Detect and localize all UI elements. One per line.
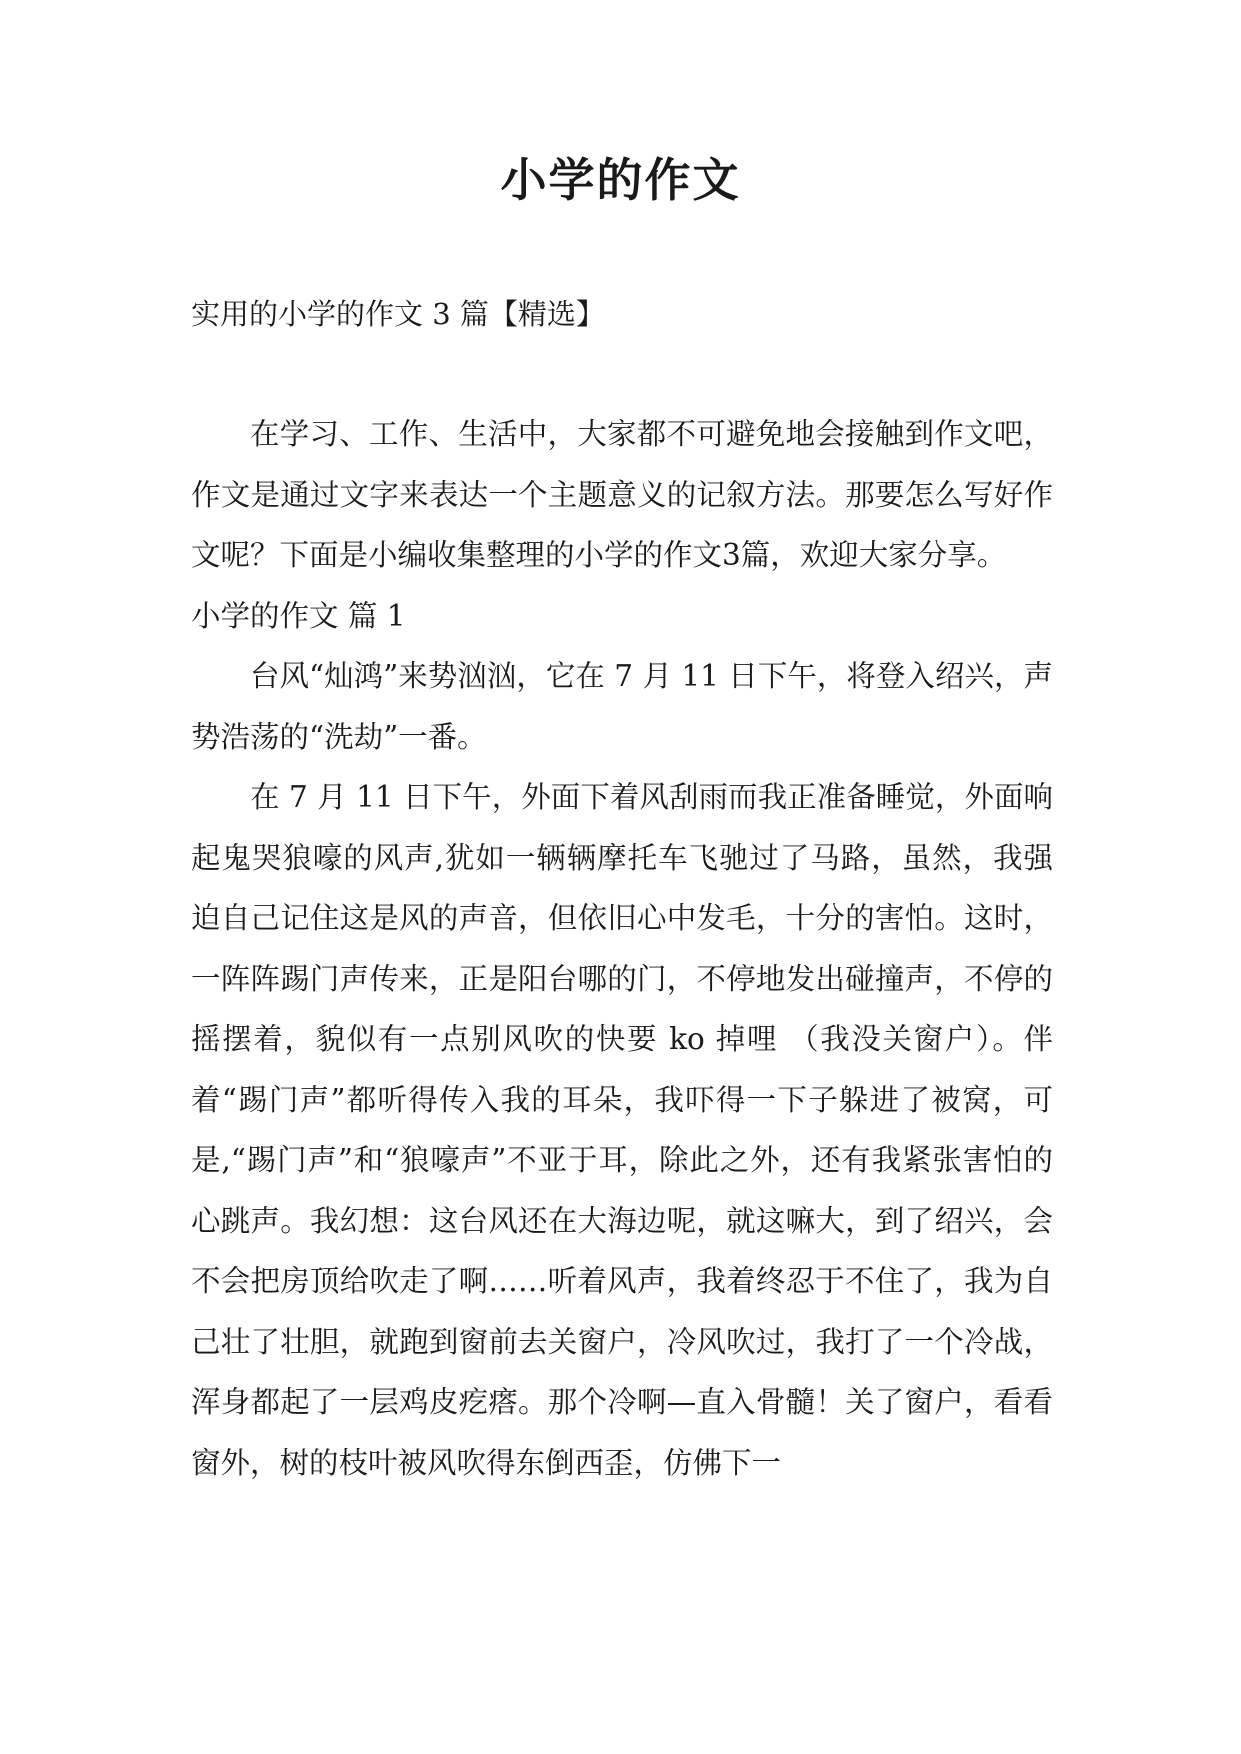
document-subtitle: 实用的小学的作文 3 篇【精选】 [191, 297, 605, 331]
body-paragraph: 在 7 月 11 日下午，外面下着风刮雨而我正准备睡觉，外面响起鬼哭狼嚎的风声,犹如一辆辆摩托车飞驰过了马路，虽然，我强迫自己记住这是风的声音，但依旧心中发毛，十分的害怕。这时，一阵阵踢门声传来，正是阳台哪的门，不停地发出碰撞声，不停的摇摆着，貌似有一点别风吹的快要 ko 掉哩 （我没关窗户）。伴着“踢门声”都听得传入我的耳朵，我吓得一下子躲进了被窝，可是,“踢门声”和“狼嚎声”不亚于耳，除此之外，还有我紧张害怕的心跳声。我幻想：这台风还在大海边呢，就这嘛大，到了绍兴，会不会把房顶给吹走了啊……听着风声，我着终忍于不住了，我为自己壮了壮胆，就跑到窗前去关窗户，冷风吹过，我打了一个冷战，浑身都起了一层鸡皮疙瘩。那个冷啊—直入骨髓！关了窗户，看看窗外，树的枝叶被风吹得东倒西歪，仿佛下一 [191, 780, 1053, 1480]
document-title: 小学的作文 [500, 153, 741, 207]
body-paragraph: 台风“灿鸿”来势汹汹，它在 7 月 11 日下午，将登入绍兴，声势浩荡的“洗劫”一番。 [191, 659, 1053, 754]
document-body [191, 404, 1053, 1493]
section-heading: 小学的作文 篇 1 [191, 598, 406, 633]
intro-paragraph: 在学习、工作、生活中，大家都不可避免地会接触到作文吧，作文是通过文字来表达一个主题意义的记叙方法。那要怎么写好作文呢？下面是小编收集整理的小学的作文3篇，欢迎大家分享。 [191, 417, 1053, 572]
